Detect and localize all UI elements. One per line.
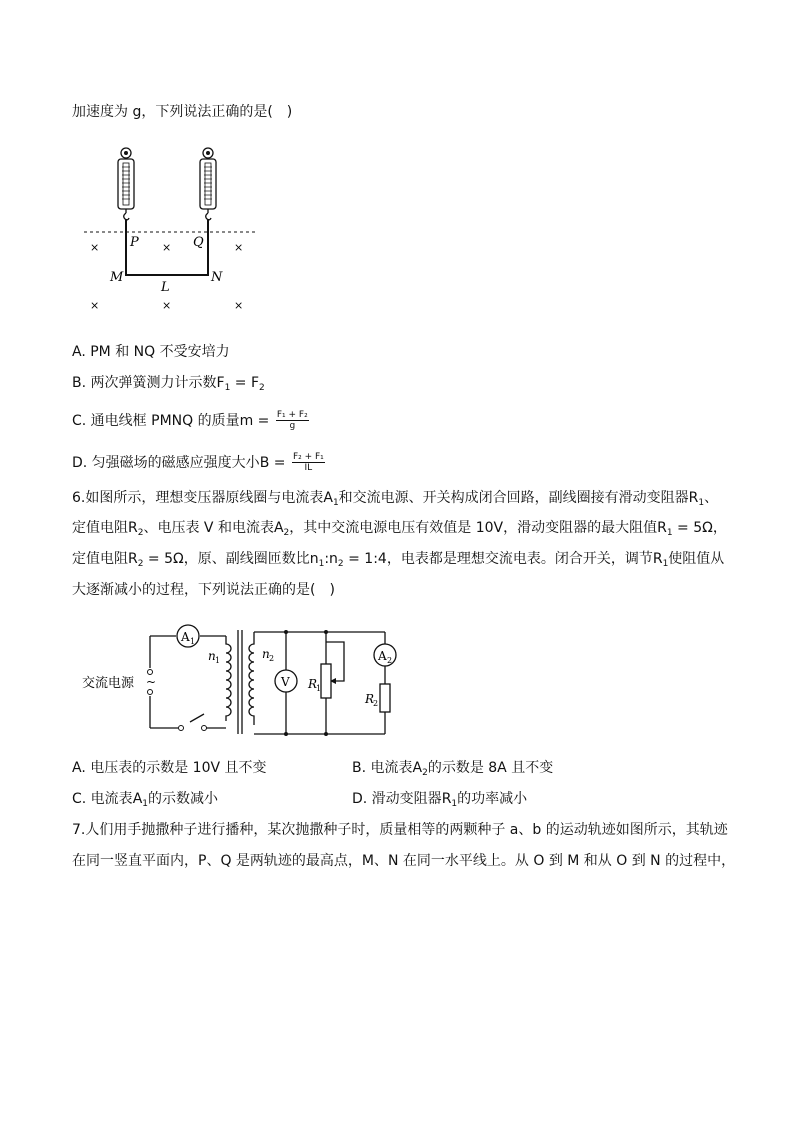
junction-dot [324,630,328,634]
switch-contact [202,726,207,731]
fraction: $\frac{\text{F₁ + F₂}}{g}$ [276,410,308,431]
q7-stem-line1: 7.人们用手抛撒种子进行播种，某次抛撒种子时，质量相等的两颗种子 a、b 的运动轨迹如图所示，其轨迹 [72,822,728,838]
q6-option-a: A. 电压表的示数是 10V 且不变 [72,760,267,776]
right-spring-scale [200,148,216,220]
q6-stem-line2: 定值电阻$R_2$、电压表 V 和电流表$A_2$，其中交流电源电压有效值是 10V，滑动变阻器的最大阻值$R_1 = 5\Omega$， [72,520,727,538]
q6-transformer-circuit [80,624,400,740]
switch-contact [179,726,184,731]
ac-source-label: 交流电源 [82,676,135,691]
ammeter-a1-sub: 1 [190,637,196,646]
fraction: $\frac{\text{F₂ + F₁}}{IL}$ [292,452,324,473]
ammeter-a2-label: A [378,649,387,663]
label-l: L [161,280,170,295]
r1-label: R [308,677,318,691]
junction-dot [324,732,328,736]
resistor-r2 [380,684,390,712]
label-m: M [110,270,124,285]
q6-option-b: B. 电流表$A_2$的示数是 8A 且不变 [352,760,554,778]
q6-option-c: C. 电流表$A_1$的示数减小 [72,791,218,809]
field-mark: × [90,241,100,254]
field-mark: × [234,299,244,312]
n1-label: n [208,649,216,663]
q5-option-b: B. 两次弹簧测力计示数$F_1 = F_2$ [72,375,265,393]
label-q: Q [193,235,204,250]
n2-sub: 2 [269,654,275,663]
secondary-coil [249,632,254,725]
r2-sub: 2 [373,699,379,708]
q6-stem-line1: 6.如图所示，理想变压器原线圈与电流表$A_1$和交流电源、开关构成闭合回路，副线圈接有滑动变阻器$R_1$、 [72,490,719,508]
secondary-circuit [254,632,385,734]
q6-option-d: D. 滑动变阻器$R_1$的功率减小 [352,791,528,809]
q7-stem-line2: 在同一竖直平面内，P、Q 是两轨迹的最高点，M、N 在同一水平线上。从 O 到 M 和从 O 到 N 的过程中， [72,853,736,869]
n2-label: n [262,647,270,661]
junction-dot [284,630,288,634]
ac-tilde: ~ [146,675,157,689]
field-mark: × [234,241,244,254]
q6-stem-line4: 大逐渐减小的过程，下列说法正确的是( ) [72,582,335,598]
ammeter-a1-label: A [181,630,190,644]
field-mark: × [162,241,172,254]
q5-option-d: D. 匀强磁场的磁感应强度大小B = $\frac{\text{F₂ + F₁}}{IL}$ [72,452,324,473]
label-n: N [211,270,223,285]
field-mark: × [90,299,100,312]
voltmeter-label: V [281,675,290,689]
field-mark: × [162,299,172,312]
ammeter-a2-sub: 2 [387,656,393,665]
q5-intro: 加速度为 g，下列说法正确的是( ) [72,104,293,120]
n1-sub: 1 [215,656,221,665]
q5-option-a: A. PM 和 NQ 不受安培力 [72,344,230,360]
q5-figure-spring-scales-frame [84,145,268,315]
r2-label: R [365,692,375,706]
q6-stem-line3: 定值电阻$R_2 = 5\Omega$，原、副线圈匝数比$n_1:n_2$ = 1:4，电表都是理想交流电表。闭合开关，调节$R_1$使阻值从 [72,551,725,569]
left-spring-scale [118,148,134,220]
label-p: P [130,235,139,250]
primary-coil [226,636,231,721]
r1-sub: 1 [316,684,322,693]
q5-option-c: C. 通电线框 PMNQ 的质量m = $\frac{\text{F₁ + F₂}}{g}$ [72,410,308,431]
junction-dot [284,732,288,736]
rheostat-r1 [321,664,331,698]
